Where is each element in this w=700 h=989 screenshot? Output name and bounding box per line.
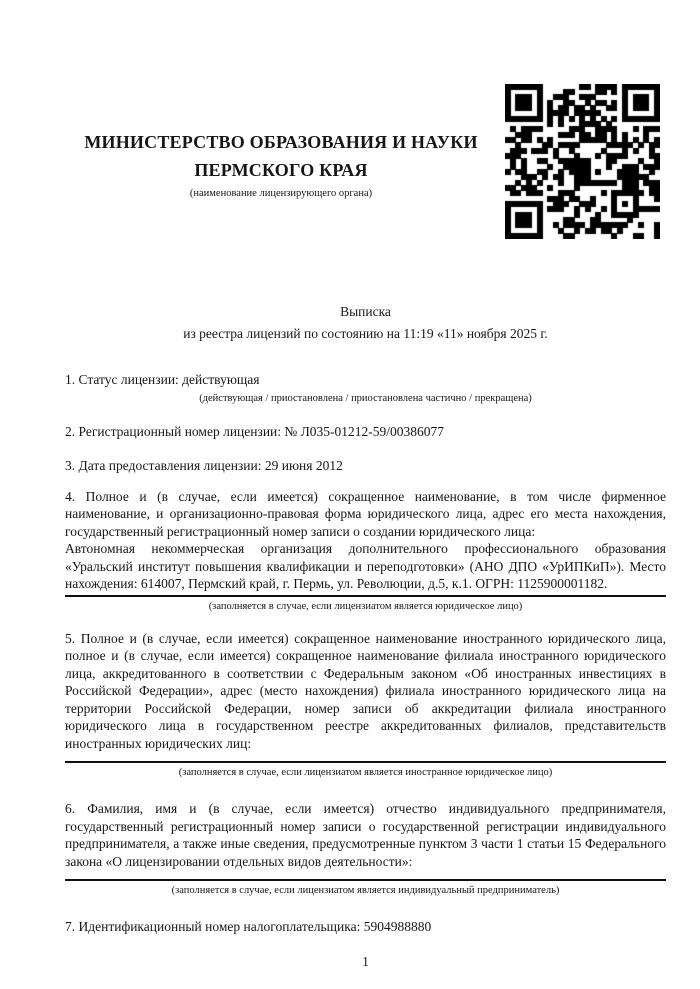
license-date-text: 3. Дата предоставления лицензии: 29 июня 2012	[65, 458, 343, 473]
document-title-line2: из реестра лицензий по состоянию на 11:19 «11» ноября 2025 г.	[183, 325, 548, 341]
document-title	[65, 301, 666, 344]
section-individual-entrepreneur	[65, 800, 666, 898]
foreign-entity-clause: 5. Полное и (в случае, если имеется) сокращенное наименование иностранного юридического лица, полное и (в случае, если имеется) сокращенное наименование филиала иностранного юридического лица, аккредитованного в соответствии с Федеральным законом «Об иностранных инвестициях в Российской Федерации», адрес (место нахождения) филиала иностранного юридического лица на территории Российской Федерации, номер записи об аккредитации филиала иностранного юридического лица в государственном реестре аккредитованных филиалов, представительств иностранных юридических лиц:	[65, 630, 666, 751]
fill-in-line-individual-entrepreneur	[65, 879, 666, 881]
legal-entity-value: Автономная некоммерческая организация дополнительного профессионального образования «Уральский институт повышения квалификации и переподготовки» (АНО ДПО «УрИПКиП»). Место нахождения: 614007, Пермский край, г. Пермь, ул. Революции, д.5, к.1. ОГРН: 1125900001182.	[65, 541, 666, 591]
ministry-caption: (наименование лицензирующего органа)	[189, 188, 373, 199]
ministry-name-line1: МИНИСТЕРСТВО ОБРАЗОВАНИЯ И НАУКИ	[84, 132, 478, 152]
section-foreign-entity	[65, 630, 666, 781]
fill-in-line-legal-entity	[65, 595, 666, 597]
qr-code-icon	[505, 84, 660, 239]
licensing-authority-header	[65, 128, 497, 201]
document-title-line1: Выписка	[340, 304, 391, 319]
license-status-text: 1. Статус лицензии: действующая	[65, 372, 260, 387]
legal-entity-clause: 4. Полное и (в случае, если имеется) сокращенное наименование, в том числе фирменное наименование, и организационно-правовая форма юридического лица, адрес его места нахождения, государственный регистрационный номер записи о создании юридического лица:	[65, 488, 666, 539]
taxpayer-number-text: 7. Идентификационный номер налогоплательщика: 5904988880	[65, 919, 432, 934]
section-registration-number	[65, 423, 666, 441]
section-license-status	[65, 371, 666, 406]
individual-entrepreneur-caption: (заполняется в случае, если лицензиатом является индивидуальный предприниматель)	[171, 885, 560, 896]
registration-number-text: 2. Регистрационный номер лицензии: № Л035-01212-59/00386077	[65, 423, 445, 439]
foreign-entity-caption: (заполняется в случае, если лицензиатом является иностранное юридическое лицо)	[178, 767, 553, 778]
page-number: 1	[362, 953, 369, 969]
individual-entrepreneur-clause: 6. Фамилия, имя и (в случае, если имеется) отчество индивидуального предпринимателя, государственный регистрационный номер записи о государственной регистрации индивидуального предпринимателя, а также иные сведения, предусмотренные пунктом 3 части 1 статьи 15 Федерального закона «О лицензировании отдельных видов деятельности»:	[65, 801, 666, 869]
legal-entity-caption: (заполняется в случае, если лицензиатом является юридическое лицо)	[208, 600, 523, 612]
section-legal-entity	[65, 488, 666, 614]
fill-in-line-foreign-entity	[65, 761, 666, 763]
license-status-options-caption: (действующая / приостановлена / приостановлена частично / прекращена)	[199, 392, 532, 404]
section-license-date	[65, 457, 666, 475]
ministry-name-line2: ПЕРМСКОГО КРАЯ	[194, 160, 368, 180]
section-taxpayer-number	[65, 918, 666, 936]
